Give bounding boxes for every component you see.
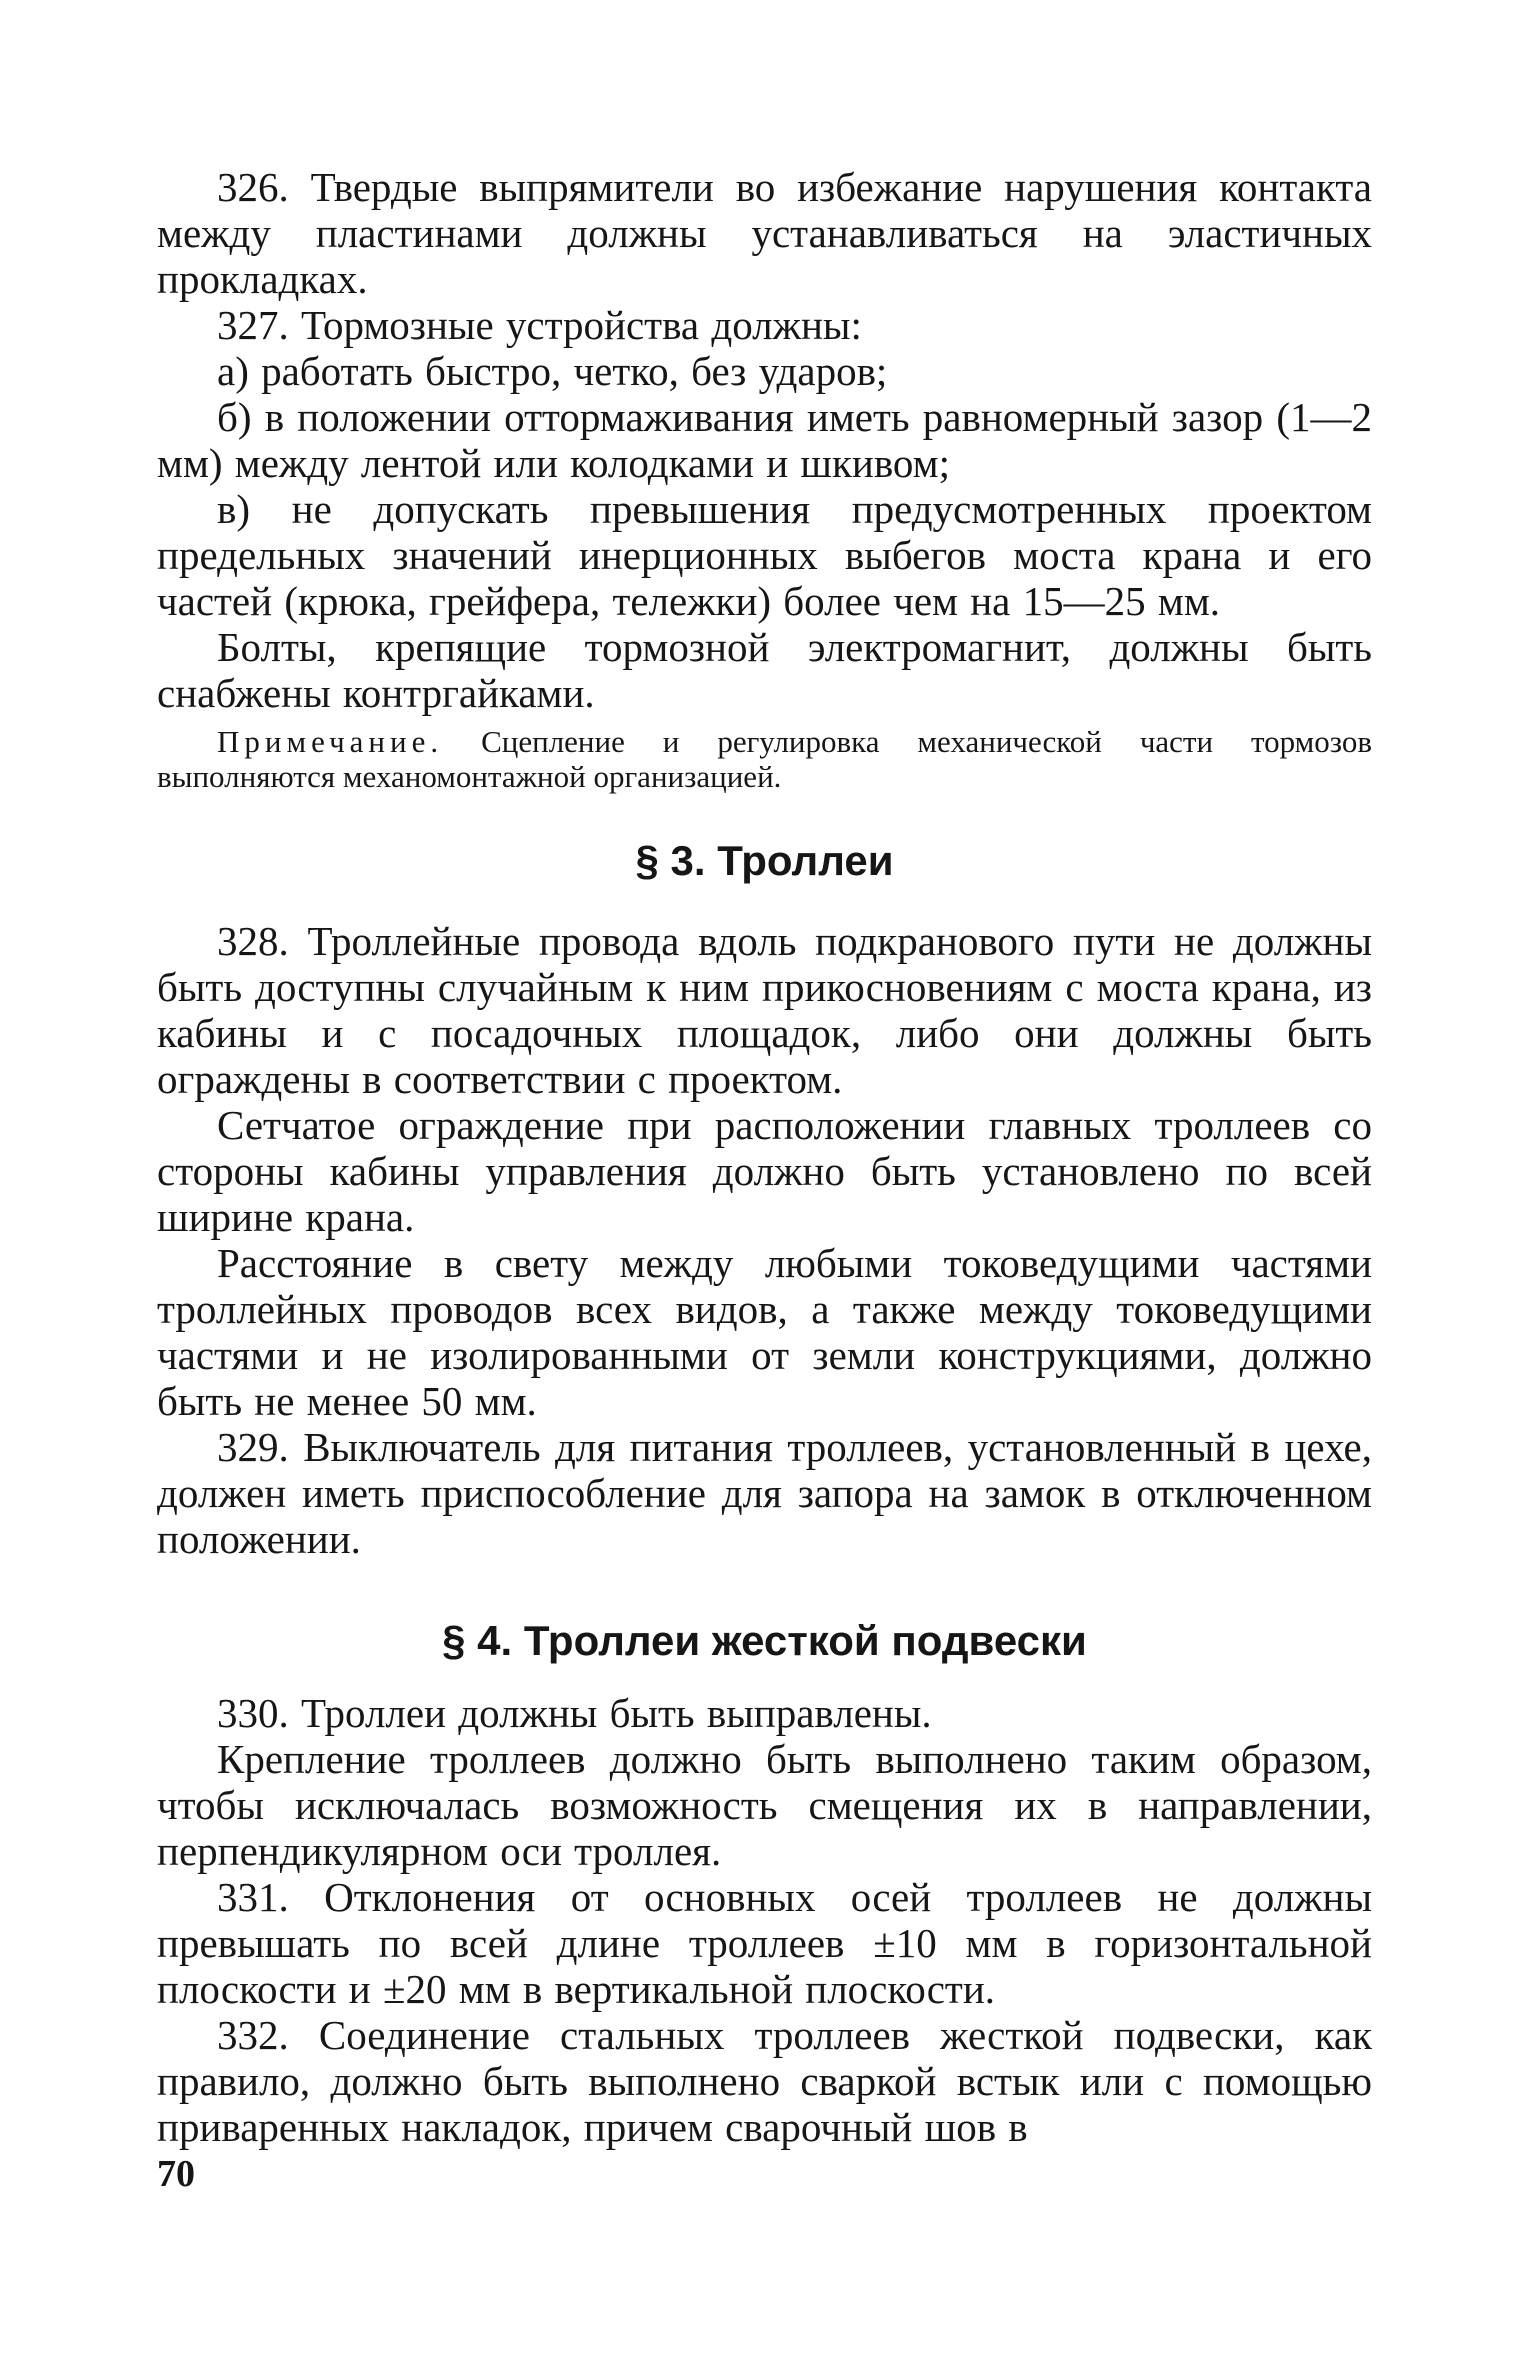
paragraph-327-bolts: Болты, крепящие тормозной электромагнит, должны быть снабжены контргайками. (157, 624, 1372, 716)
paragraph-328: 328. Троллейные провода вдоль подкранового пути не должны быть доступны случайным к ним прикосновениям с моста крана, из кабины и с посадочных площадок, либо они должны быть ограждены в соответствии с проектом. (157, 918, 1372, 1102)
note (157, 724, 1372, 794)
paragraph-328-fence: Сетчатое ограждение при расположении главных троллеев со стороны кабины управления должно быть установлено по всей ширине крана. (157, 1102, 1372, 1240)
paragraph-327-c: в) не допускать превышения предусмотренных проектом предельных значений инерционных выбегов моста крана и его частей (крюка, грейфера, тележки) более чем на 15—25 мм. (157, 486, 1372, 624)
paragraph-328-clearance: Расстояние в свету между любыми токоведущими частями троллейных проводов всех видов, а также между токоведущими частями и не изолированными от земли конструкциями, должно быть не менее 50 мм. (157, 1240, 1372, 1424)
paragraph-330: 330. Троллеи должны быть выправлены. (217, 1690, 932, 1736)
paragraph-327-b: б) в положении оттормаживания иметь равномерный зазор (1—2 мм) между лентой или колодками и шкивом; (157, 394, 1372, 486)
paragraph-329: 329. Выключатель для питания троллеев, установленный в цехе, должен иметь приспособление для запора на замок в отключенном положении. (157, 1424, 1372, 1562)
paragraph-327: 327. Тормозные устройства должны: (217, 302, 862, 348)
note-text: Сцепление и регулировка механической части тормозов выполняются механомонтажной организацией. (157, 724, 1373, 794)
section-3-heading: § 3. Троллеи (635, 837, 894, 884)
note-label: Примечание. (217, 724, 444, 759)
section-4-heading: § 4. Троллеи жесткой подвески (442, 1617, 1087, 1664)
page-number: 70 (157, 2153, 195, 2195)
paragraph-330-mounting: Крепление троллеев должно быть выполнено таким образом, чтобы исключалась возможность смещения их в направлении, перпендикулярном оси троллея. (157, 1736, 1372, 1874)
paragraph-331: 331. Отклонения от основных осей троллеев не должны превышать по всей длине троллеев ±10 мм в горизонтальной плоскости и ±20 мм в вертикальной плоскости. (157, 1874, 1372, 2012)
paragraph-327-a: а) работать быстро, четко, без ударов; (217, 348, 888, 394)
paragraph-326: 326. Твердые выпрямители во избежание нарушения контакта между пластинами должны устанавливаться на эластичных прокладках. (157, 164, 1372, 302)
paragraph-332: 332. Соединение стальных троллеев жесткой подвески, как правило, должно быть выполнено сваркой встык или с помощью приваренных накладок, причем сварочный шов в (157, 2012, 1372, 2150)
